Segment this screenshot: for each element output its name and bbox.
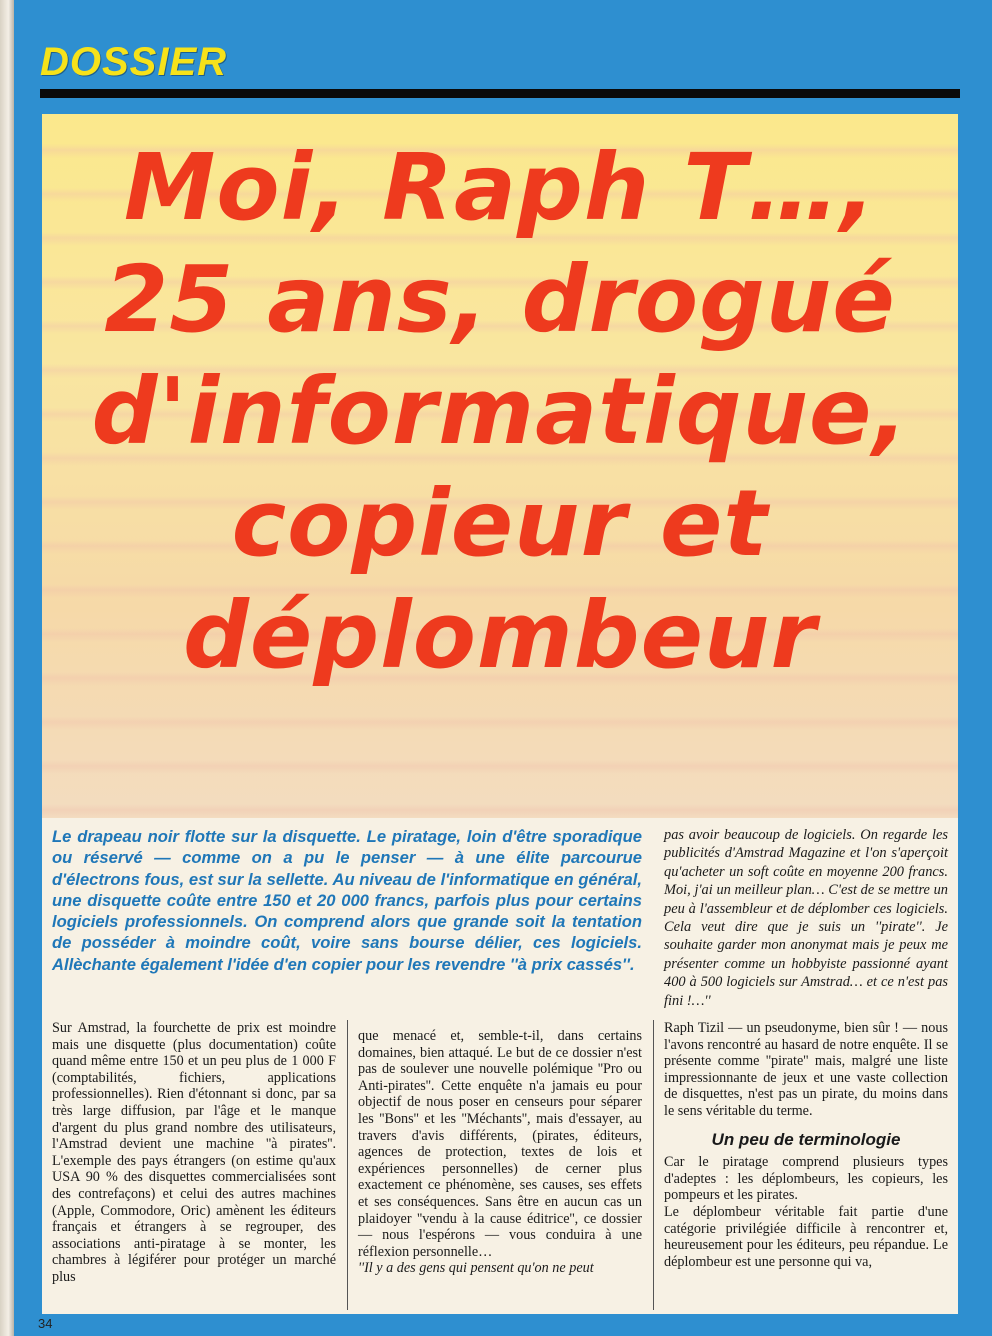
headline-line-2: 25 ans, drogué	[104, 246, 896, 353]
headline-line-5: déplombeur	[183, 582, 817, 689]
page-edge	[0, 0, 14, 1336]
headline	[42, 132, 958, 692]
headline-line-1: Moi, Raph T…,	[123, 134, 877, 241]
column-3-intro: Raph Tizil — un pseudonyme, bien sûr ! — nous l'avons rencontré au hasard de notre enquête. Il se présente comme ''pirate'' mais, malgré une liste impressionnante de jeux et une vaste collection de disquettes, n'est pas un pirate, du moins dans le sens véritable du terme.	[664, 1020, 948, 1119]
subheading: Un peu de terminologie	[711, 1129, 901, 1149]
header-rule	[40, 89, 960, 98]
column-3-paragraph-3: Le déplombeur véritable fait partie d'une catégorie privilégiée difficile à rencontrer et, heureusement pour les éditeurs, peu répandue. Le déplombeur est une personne qui va,	[664, 1203, 948, 1270]
page-number: 34	[38, 1316, 53, 1331]
section-rubric: DOSSIER	[40, 40, 228, 84]
column-3-paragraph-2: Car le piratage comprend plusieurs types d'adeptes : les déplombeurs, les copieurs, les pompeurs et les pirates.	[664, 1154, 948, 1204]
headline-line-4: copieur et	[231, 470, 769, 577]
headline-line-3: d'informatique,	[91, 358, 909, 465]
quote-continuation: pas avoir beaucoup de logiciels. On regarde les publicités d'Amstrad Magazine et l'on s'aperçoit qu'acheter un soft coûte en moyenne 200 francs. Moi, j'ai un meilleur plan… C'est de se mettre un peu à l'assembleur et de déplomber ces logiciels. Cela veut dire que je suis un ''pirate''. Je souhaite garder mon anonymat mais je peux me présenter comme un hobbyiste passionné ayant 400 à 500 logiciels sur Amstrad… et ce n'est pas fini !…''	[664, 827, 948, 1009]
headline-panel	[42, 114, 958, 818]
article-column-1	[52, 1020, 336, 1286]
column-divider-2	[653, 1020, 654, 1310]
intro-paragraph: Le drapeau noir flotte sur la disquette. Le piratage, loin d'être sporadique ou réservé — comme on a pu le penser — à une élite parcourue d'électrons fous, est sur la sellette. Au niveau de l'informatique en général, une disquette coûte entre 150 et 20 000 francs, parfois plus pour certains logiciels professionnels. On comprend alors que grande soit la tentation de posséder à moindre coût, voire sans bourse délier, ces logiciels. Allèchante également l'idée d'en copier pour les revendre ''à prix cassés''.	[52, 827, 642, 974]
article-column-2	[358, 1028, 642, 1277]
column-2-text: que menacé et, semble-t-il, dans certains domaines, bien attaqué. Le but de ce dossier n'est pas de soulever une nouvelle polémique ''Pro ou Anti-pirates''. Cette enquête n'a jamais eu pour objectif de nous poser en censeurs pour séparer les ''Bons'' et les ''Méchants'', mais d'essayer, au travers d'avis différents, (pirates, éditeurs, agences de protection, textes de lois et expériences personnelles) de cerner plus exactement ce phénomène, ses causes, ses effets et ses conséquences. Sans être en aucun cas un plaidoyer ''vendu à la cause éditrice'', ce dossier — nous l'espérons — vous conduira à une réflexion personnelle…	[358, 1028, 642, 1260]
column-divider-1	[347, 1020, 348, 1310]
column-2-quote: ''Il y a des gens qui pensent qu'on ne peut	[358, 1260, 594, 1277]
article-column-3	[664, 1020, 948, 1270]
column-1-text: Sur Amstrad, la fourchette de prix est moindre mais une disquette (plus documentation) coûte quand même entre 150 et un peu plus de 1 000 F (comptabilités, fichiers, applications professionnelles). Rien d'étonnant si donc, par sa très large diffusion, par l'âge et le manque d'argent du plus grand nombre des utilisateurs, l'Amstrad devient une machine ''à pirates''. L'exemple des pays étrangers (on estime qu'aux USA 90 % des disquettes commercialisées sont des contrefaçons) et celui des autres machines (Apple, Commodore, Oric) amènent les éditeurs français et étrangers à se regrouper, des associations anti-piratage à se monter, les chambres à légiférer pour protéger un marché plus	[52, 1020, 336, 1285]
